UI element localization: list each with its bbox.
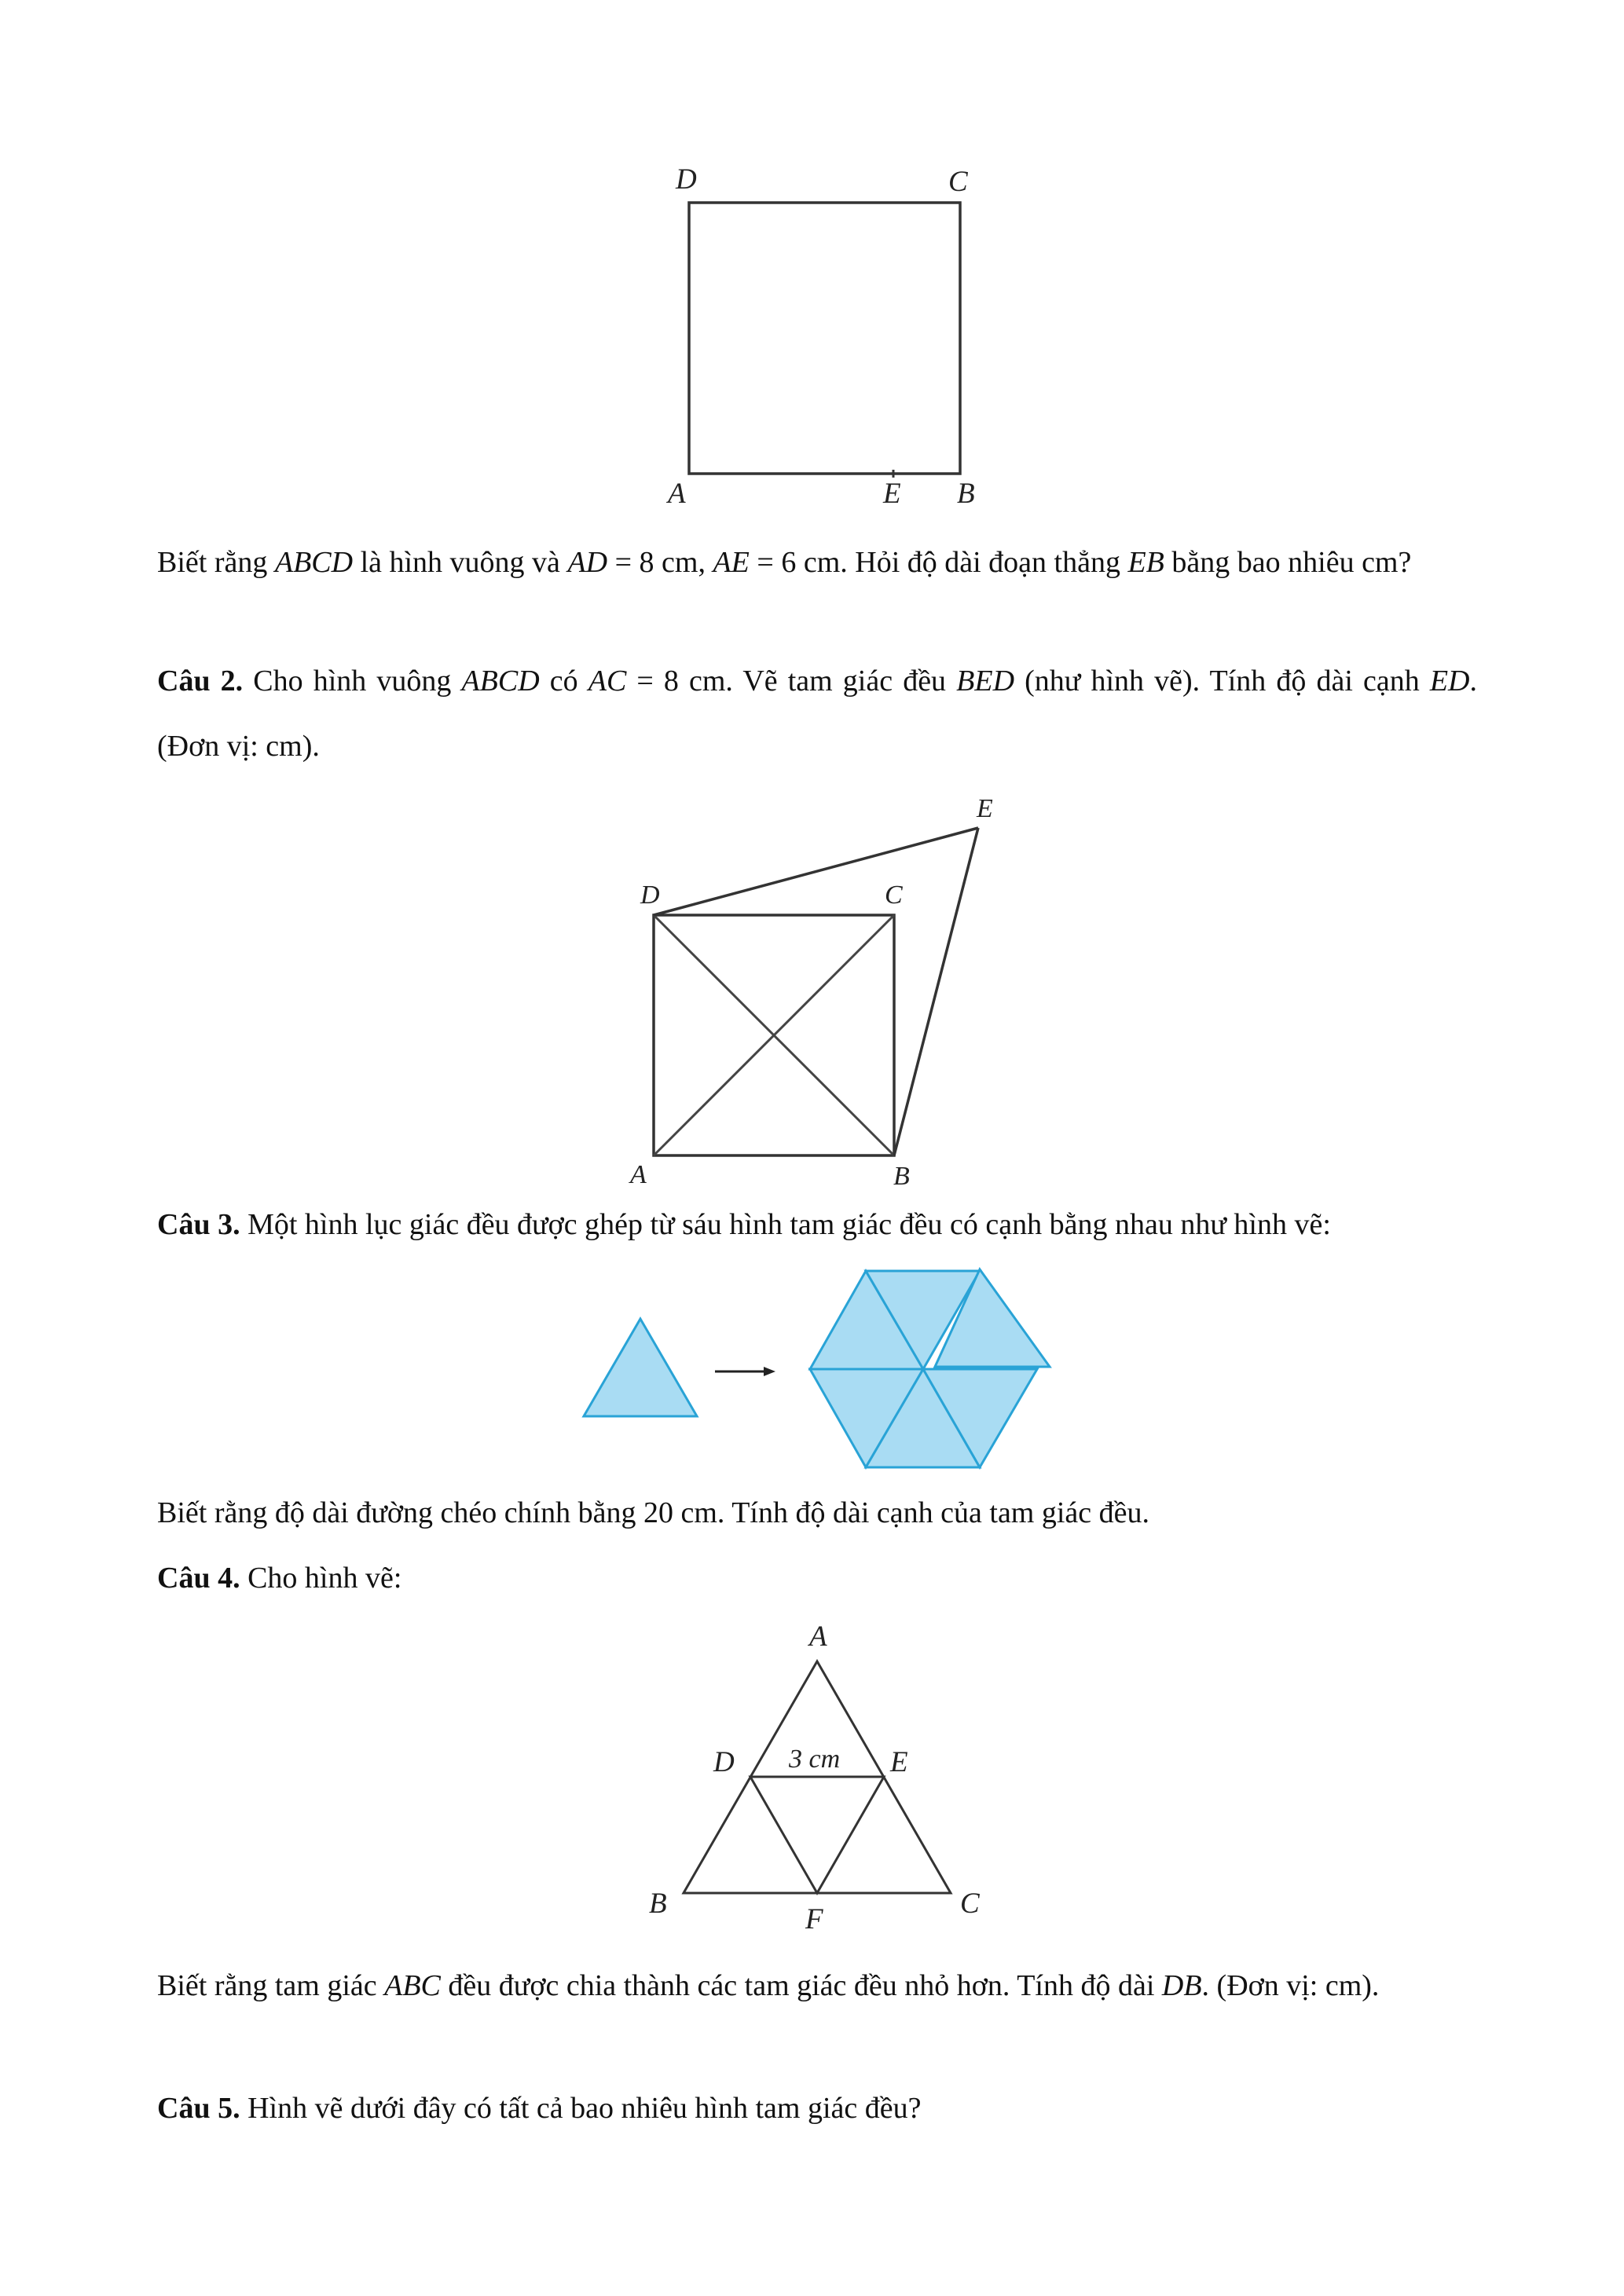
q2-ac-val: = 8 cm. Vẽ tam giác đều [626, 665, 957, 698]
q2-label: Câu 2. [157, 665, 244, 698]
figure-triangle-abc [0, 1602, 1624, 1935]
q2-text [157, 649, 1477, 779]
label2-d: D [640, 881, 660, 910]
q2-text-d: . (Đơn vị: cm). [157, 665, 1477, 763]
q2-abcd: ABCD [461, 665, 540, 698]
label-a: A [668, 478, 686, 510]
label-e: E [883, 478, 901, 510]
q1-eb: EB [1127, 546, 1164, 579]
q3-statement: Một hình lục giác đều được ghép từ sáu hình tam giác đều có cạnh bằng nhau như hình vẽ: [240, 1208, 1331, 1241]
q1-ad: AD [567, 546, 608, 579]
label2-c: C [885, 881, 903, 910]
q1-ae: AE [713, 546, 750, 579]
q4-text-c: . (Đơn vị: cm). [1201, 1969, 1380, 2002]
label4-f: F [805, 1903, 823, 1935]
q5-text [157, 2089, 1477, 2127]
label4-measure: 3 cm [789, 1745, 841, 1774]
q1-ae-val: = 6 cm. Hỏi độ dài đoạn thẳng [749, 546, 1128, 579]
label2-b: B [893, 1162, 910, 1191]
single-triangle [584, 1319, 697, 1416]
q1-text-c: bằng bao nhiêu cm? [1164, 546, 1412, 579]
q5-label: Câu 5. [157, 2092, 240, 2125]
q3-text [157, 1206, 1477, 1243]
label4-e: E [890, 1746, 908, 1778]
q1-abcd: ABCD [274, 546, 354, 579]
q2-ed: ED [1429, 665, 1470, 698]
figure-square-abcd [0, 0, 1624, 550]
side-de [654, 828, 978, 915]
label-c: C [948, 166, 968, 198]
label-d: D [676, 163, 697, 196]
q2-text-c: (như hình vẽ). Tính độ dài cạnh [1014, 665, 1430, 698]
q2-text-a: Cho hình vuông [243, 665, 462, 698]
q4-text-a: Biết rằng tam giác [157, 1969, 385, 2002]
label4-d: D [713, 1746, 735, 1778]
q1-text-a: Biết rằng [157, 546, 275, 579]
label-b: B [957, 478, 975, 510]
label4-b: B [649, 1888, 667, 1920]
q4-abc: ABC [384, 1969, 441, 2002]
q2-text-b: có [539, 665, 588, 698]
q4-text [157, 1559, 1477, 1597]
q3-label: Câu 3. [157, 1208, 240, 1241]
q1-text-b: là hình vuông và [353, 546, 568, 579]
q4-text-b: đều được chia thành các tam giác đều nhỏ hơn. Tính độ dài [440, 1969, 1162, 2002]
q3-text2-span: Biết rằng độ dài đường chéo chính bằng 20 cm. Tính độ dài cạnh của tam giác đều. [157, 1496, 1150, 1529]
triangle-def [750, 1777, 884, 1893]
hexagon-of-triangles [810, 1269, 1050, 1467]
q4-label: Câu 4. [157, 1562, 240, 1595]
figure-square-triangle-bed [0, 778, 1624, 1249]
q2-bed: BED [956, 665, 1015, 698]
q1-ad-val: = 8 cm, [607, 546, 713, 579]
q3-text2 [157, 1494, 1477, 1532]
arrow [715, 1367, 775, 1376]
q1-text [157, 534, 1477, 591]
side-eb [894, 828, 978, 1155]
q5-statement: Hình vẽ dưới đây có tất cả bao nhiêu hình tam giác đều? [240, 2092, 922, 2125]
square-abcd [689, 203, 960, 474]
figure-hexagon [0, 1257, 1624, 1492]
q4-statement: Cho hình vẽ: [240, 1562, 402, 1595]
q2-ac: AC [588, 665, 627, 698]
label2-a: A [630, 1160, 647, 1189]
label4-c: C [960, 1888, 980, 1920]
label4-a: A [809, 1620, 827, 1653]
q4-db: DB [1161, 1969, 1202, 2002]
label2-e: E [977, 794, 993, 823]
q4-text2 [157, 1956, 1477, 2016]
